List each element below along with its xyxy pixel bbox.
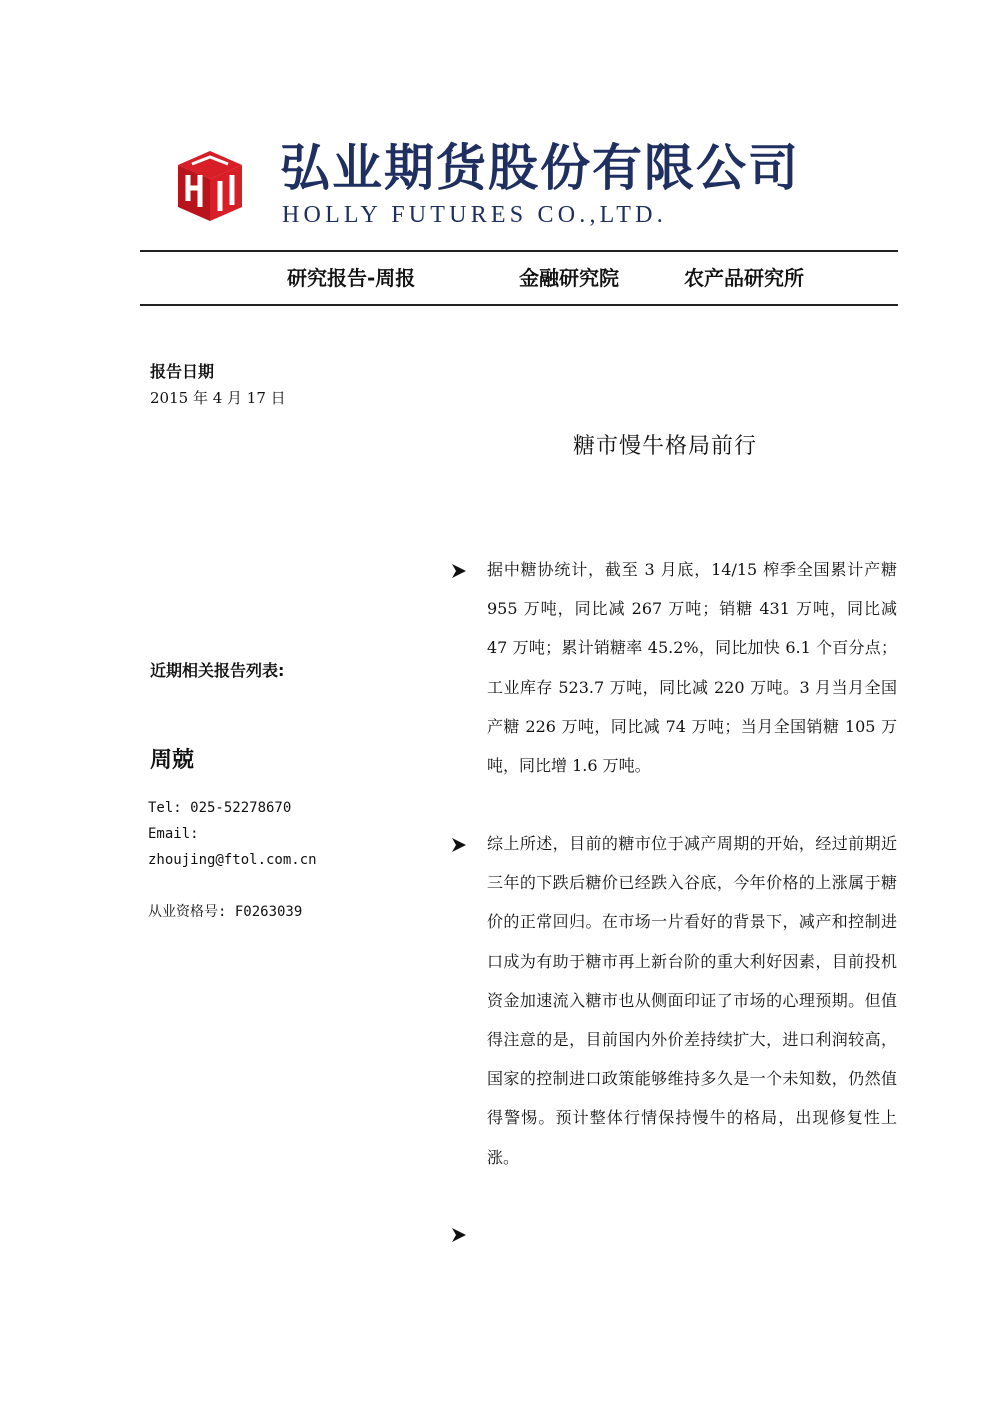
arrowhead-bullet-icon <box>450 562 468 580</box>
related-reports-label: 近期相关报告列表: <box>150 661 285 680</box>
report-type: 研究报告-周报 <box>287 266 416 290</box>
report-date-label: 报告日期 <box>150 362 215 381</box>
author-email[interactable]: zhoujing@ftol.com.cn <box>148 852 317 868</box>
division-name: 农产品研究所 <box>684 266 804 290</box>
header-bottom-rule <box>140 304 898 306</box>
bullet-paragraph-1: 据中糖协统计，截至 3 月底，14/15 榨季全国累计产糖 955 万吨，同比减 267 万吨；销糖 431 万吨，同比减 47 万吨；累计销糖率 45.2%，同比加快 6.1 个百分点；工业库存 523.7 万吨，同比减 220 万吨。3 月当月全国产糖 226 万吨，同比减 74 万吨；当月全国销糖 105 万吨，同比增 1.6 万吨。 <box>487 560 897 776</box>
bullet-paragraph-2: 综上所述，目前的糖市位于减产周期的开始，经过前期近三年的下跌后糖价已经跌入谷底，今年价格的上涨属于糖价的正常回归。在市场一片看好的背景下，减产和控制进口成为有助于糖市再上新台阶的重大利好因素，目前投机资金加速流入糖市也从侧面印证了市场的心理预期。但值得注意的是，目前国内外价差持续扩大，进口利润较高，国家的控制进口政策能够维持多久是一个未知数，仍然值得警惕。预计整体行情保持慢牛的格局，出现修复性上涨。 <box>487 834 897 1167</box>
report-title: 糖市慢牛格局前行 <box>573 434 758 459</box>
author-tel: Tel: 025-52278670 <box>148 800 292 816</box>
company-name-en: HOLLY FUTURES CO.,LTD. <box>282 202 667 228</box>
report-date-value: 2015 年 4 月 17 日 <box>150 389 286 407</box>
arrowhead-bullet-icon <box>450 836 468 854</box>
company-name-cn: 弘业期货股份有限公司 <box>280 139 800 197</box>
header-top-rule <box>140 250 898 252</box>
author-license: 从业资格号: F0263039 <box>148 904 303 920</box>
arrowhead-bullet-icon <box>450 1226 468 1244</box>
company-logo-icon <box>170 145 250 223</box>
institute-name: 金融研究院 <box>519 266 619 290</box>
author-name: 周兢 <box>150 748 195 773</box>
author-email-label: Email: <box>148 826 199 842</box>
